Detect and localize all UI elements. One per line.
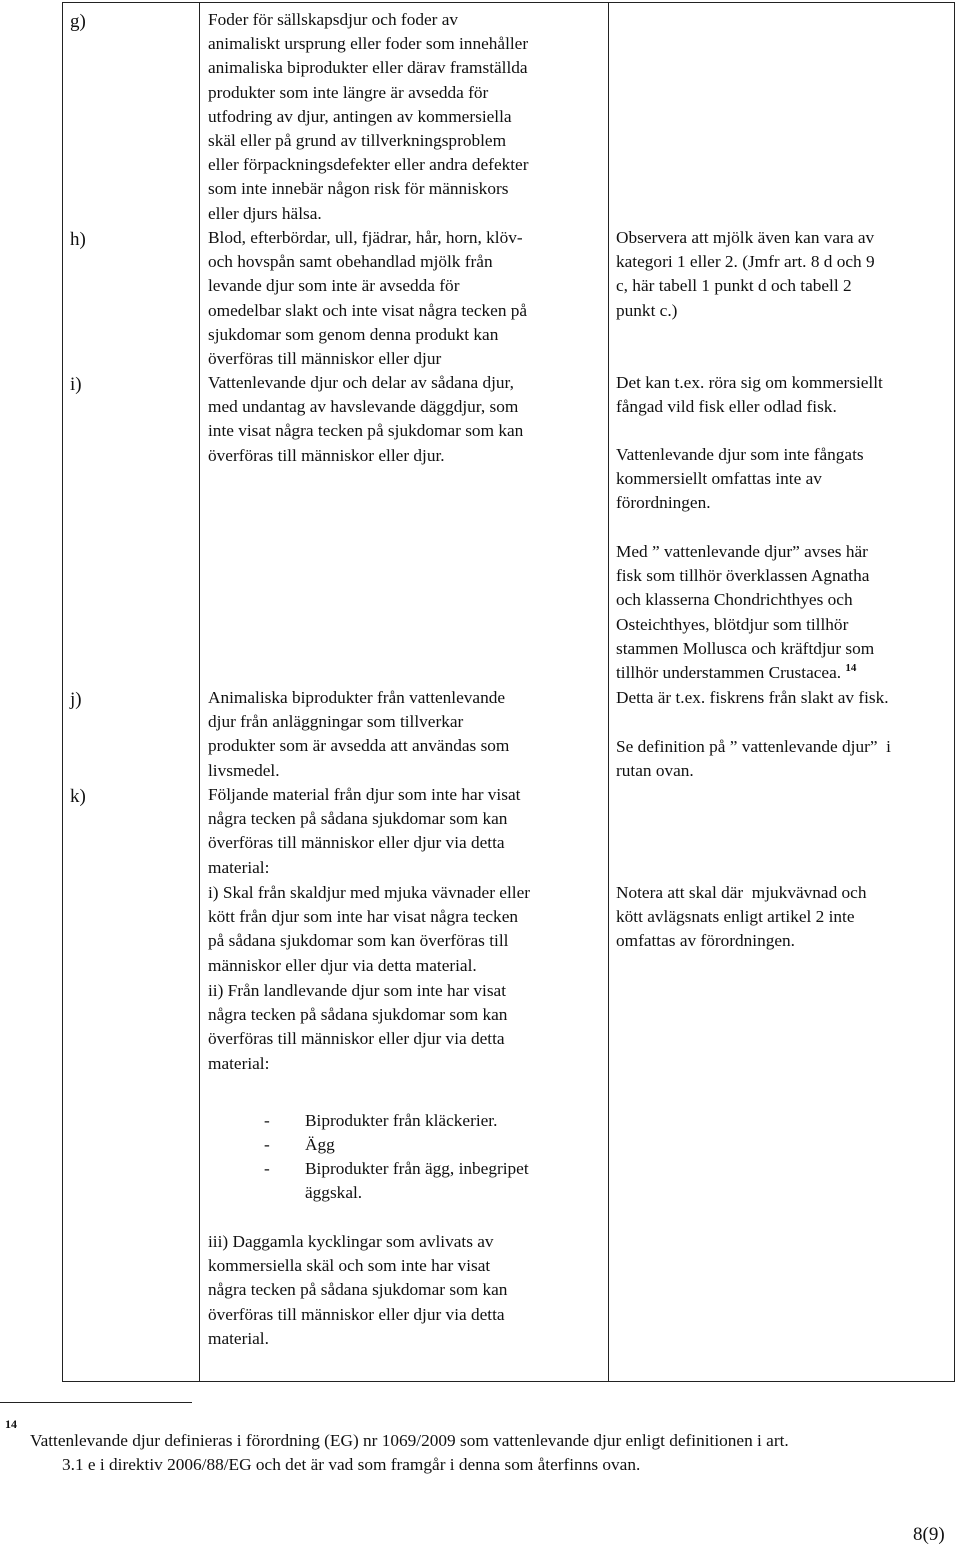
row-note-k: Notera att skal där mjukvävnad och kött avlägsnats enligt artikel 2 inte omfattas av förordningen. (616, 883, 867, 951)
row-note-i-3: Med ” vattenlevande djur” avses här fisk som tillhör överklassen Agnatha och klasserna Chondrichthyes och Osteichthyes, blötdjur som tillhör stammen Mollusca och kräftdjur som tillhör understammen Crustacea. $^{14}$ (616, 542, 875, 683)
row-label-j: j) (70, 689, 82, 710)
row-text-k-sub-i: i) Skal från skaldjur med mjuka vävnader eller kött från djur som inte har visat några tecken på sådana sjukdomar som kan överföras till människor eller djur via detta material. (208, 883, 530, 975)
row-text-k-intro: Följande material från djur som inte har visat några tecken på sådana sjukdomar som kan överföras till människor eller djur via detta material: (208, 785, 521, 877)
bullet-dash: - (264, 1111, 270, 1130)
page-number: 8(9) (913, 1524, 945, 1545)
footnote-line-2: 3.1 e i direktiv 2006/88/EG och det är vad som framgår i denna som återfinns ovan. (62, 1455, 641, 1474)
bullet-item: Biprodukter från kläckerier. (305, 1111, 498, 1130)
row-text-g: Foder för sällskapsdjur och foder av animaliskt ursprung eller foder som innehåller animaliska biprodukter eller därav framställda produkter som inte längre är avsedda för utfodring av djur, antingen av kommersiella skäl eller på grund av tillverkningsproblem eller förpackningsdefekter eller andra defekter som inte innebär någon risk för människors eller djurs hälsa. (208, 10, 529, 223)
row-label-h: h) (70, 229, 86, 250)
column-divider-2 (608, 2, 609, 1382)
row-label-i: i) (70, 374, 82, 395)
row-note-j-1: Detta är t.ex. fiskrens från slakt av fisk. (616, 688, 889, 707)
row-text-j: Animaliska biprodukter från vattenlevande djur från anläggningar som tillverkar produkter som är avsedda att användas som livsmedel. (208, 688, 510, 780)
bullet-item: Biprodukter från ägg, inbegripet äggskal. (305, 1159, 529, 1203)
bullet-item: Ägg (305, 1135, 335, 1154)
row-label-g: g) (70, 11, 86, 32)
row-note-i-1: Det kan t.ex. röra sig om kommersiellt fångad vild fisk eller odlad fisk. (616, 373, 883, 417)
footnote-mark: 14 (5, 1417, 17, 1431)
row-text-k-sub-iii: iii) Daggamla kycklingar som avlivats av kommersiella skäl och som inte har visat några tecken på sådana sjukdomar som kan överföras till människor eller djur via detta material. (208, 1232, 508, 1348)
row-text-i: Vattenlevande djur och delar av sådana djur, med undantag av havslevande däggdjur, som inte visat några tecken på sjukdomar som kan överföras till människor eller djur. (208, 373, 524, 465)
footnote-rule (0, 1402, 192, 1403)
row-note-j-2: Se definition på ” vattenlevande djur” i rutan ovan. (616, 737, 891, 781)
row-note-i-2: Vattenlevande djur som inte fångats kommersiellt omfattas inte av förordningen. (616, 445, 864, 513)
footnote-ref: 14 (845, 662, 857, 675)
row-text-k-sub-ii: ii) Från landlevande djur som inte har visat några tecken på sådana sjukdomar som kan överföras till människor eller djur via detta material: (208, 981, 508, 1073)
footnote-line-1: Vattenlevande djur definieras i förordning (EG) nr 1069/2009 som vattenlevande djur enligt definitionen i art. (30, 1431, 789, 1450)
row-label-k: k) (70, 786, 86, 807)
column-divider-1 (199, 2, 200, 1382)
row-note-h: Observera att mjölk även kan vara av kategori 1 eller 2. (Jmfr art. 8 d och 9 c, här tabell 1 punkt d och tabell 2 punkt c.) (616, 228, 875, 320)
bullet-dash: - (264, 1135, 270, 1154)
row-text-h: Blod, efterbördar, ull, fjädrar, hår, horn, klöv- och hovspån samt obehandlad mjölk från levande djur som inte är avsedda för omedelbar slakt och inte visat några tecken på sjukdomar som genom denna produkt kan överföras till människor eller djur (208, 228, 528, 369)
bullet-dash: - (264, 1159, 270, 1178)
